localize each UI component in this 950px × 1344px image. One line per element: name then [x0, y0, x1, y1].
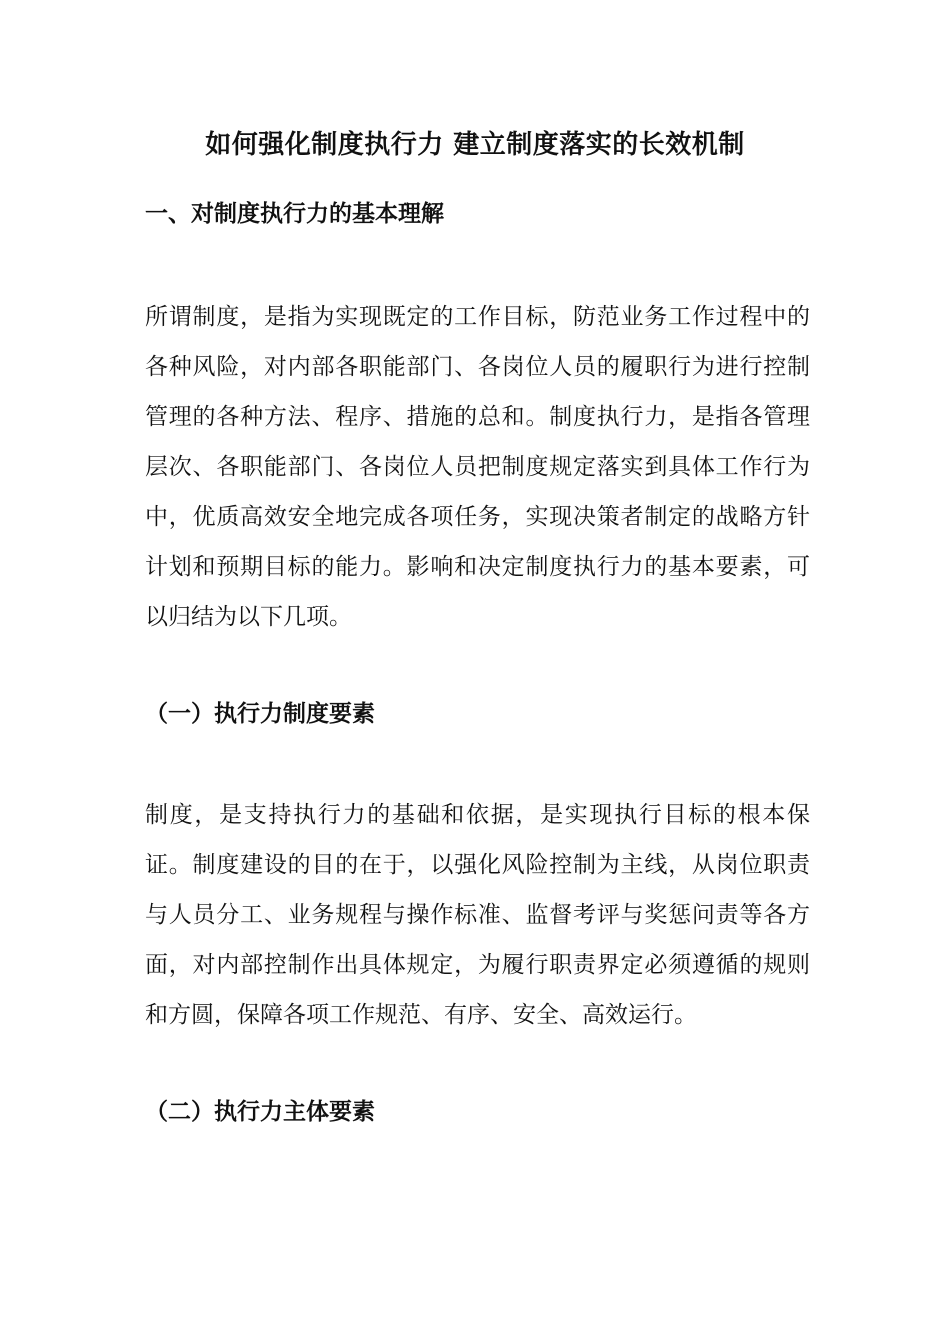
- section-1-paragraph: 所谓制度，是指为实现既定的工作目标，防范业务工作过程中的各种风险，对内部各职能部门、各岗位人员的履职行为进行控制管理的各种方法、程序、措施的总和。制度执行力，是指各管理层次、各职能部门、各岗位人员把制度规定落实到具体工作行为中，优质高效安全地完成各项任务，实现决策者制定的战略方针计划和预期目标的能力。影响和决定制度执行力的基本要素，可以归结为以下几项。: [145, 304, 810, 630]
- subsection-heading-1: （一）执行力制度要素: [145, 700, 375, 727]
- section-heading-1: 一、对制度执行力的基本理解: [145, 200, 444, 227]
- subsection-1-paragraph: 制度，是支持执行力的基础和依据，是实现执行目标的根本保证。制度建设的目的在于，以强化风险控制为主线，从岗位职责与人员分工、业务规程与操作标准、监督考评与奖惩问责等各方面，对内部控制作出具体规定，为履行职责界定必须遵循的规则和方圆，保障各项工作规范、有序、安全、高效运行。: [145, 802, 810, 1028]
- subsection-heading-2: （二）执行力主体要素: [145, 1098, 375, 1125]
- document-title: 如何强化制度执行力 建立制度落实的长效机制: [205, 130, 745, 160]
